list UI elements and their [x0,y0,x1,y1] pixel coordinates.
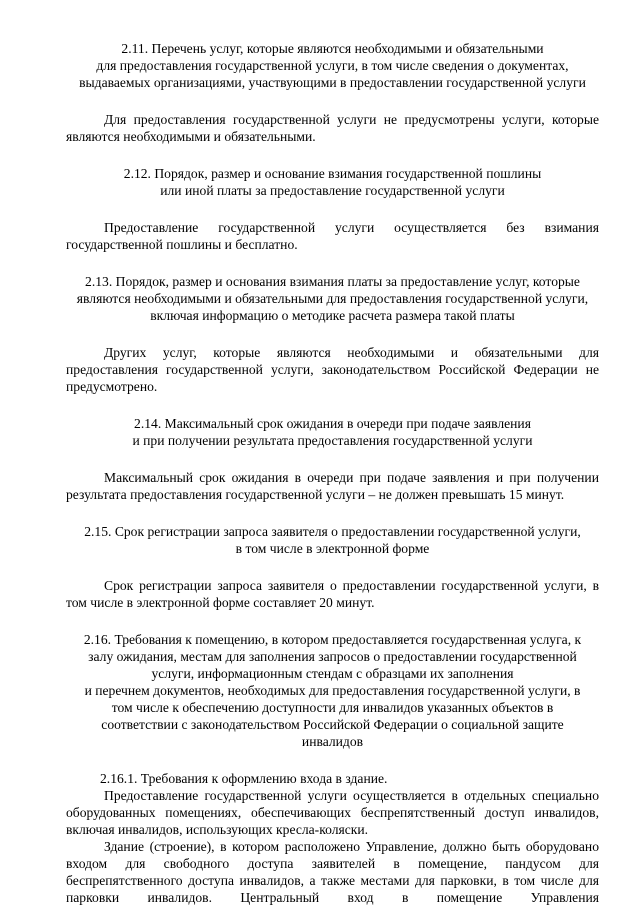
heading-line: услуги, информационным стендам с образцами их заполнения [151,666,514,681]
subsection-paragraph: Здание (строение), в котором расположено Управление, должно быть оборудовано входом для свободного доступа заявителей в помещение, пандусом для беспрепятственного доступа инвалидов, а также местами для парковки, в том числе для парковки инвалидов. Центральный вход в помещение Управления [66,839,599,905]
heading-line: или иной платы за предоставление государственной услуги [160,183,505,198]
section-heading-2-14 [66,415,599,449]
heading-line: том числе к обеспечению доступности для инвалидов указанных объектов в [111,700,554,715]
subsection-paragraph: Предоставление государственной услуги осуществляется в отдельных специально оборудованных помещениях, обеспечивающих беспрепятственный доступ инвалидов, включая инвалидов, использующих кресла-коляски. [66,788,599,837]
heading-line: залу ожидания, местам для заполнения запросов о предоставлении государственной [88,649,577,664]
section-body-2-15: Срок регистрации запроса заявителя о предоставлении государственной услуги, в том числе в электронной форме составляет 20 минут. [66,578,599,610]
heading-line: в том числе в электронной форме [235,541,430,556]
subsection-title-2-16-1: 2.16.1. Требования к оформлению входа в здание. [100,771,388,786]
heading-line: 2.12. Порядок, размер и основание взимания государственной пошлины [123,166,542,181]
heading-line: 2.14. Максимальный срок ожидания в очереди при подаче заявления [134,416,531,431]
section-heading-2-16 [66,631,599,750]
section-body-2-14: Максимальный срок ожидания в очереди при подаче заявления и при получении результата предоставления государственной услуги – не должен превышать 15 минут. [66,470,599,502]
heading-line: 2.15. Срок регистрации запроса заявителя о предоставлении государственной услуги, [84,524,581,539]
heading-line: 2.16. Требования к помещению, в котором предоставляется государственная услуга, к [83,632,582,647]
heading-line: включая информацию о методике расчета размера такой платы [150,308,515,323]
section-heading-2-13 [66,273,599,324]
section-heading-2-12 [66,165,599,199]
heading-line: и перечнем документов, необходимых для предоставления государственной услуги, в [84,683,581,698]
heading-line: соответствии с законодательством Российской Федерации о социальной защите [101,717,564,732]
heading-line: являются необходимыми и обязательными для предоставления государственной услуги, [76,291,589,306]
heading-line: инвалидов [301,734,364,749]
heading-line: выдаваемых организациями, участвующими в предоставлении государственной услуги [79,75,586,90]
heading-line: и при получении результата предоставления государственной услуги [132,433,533,448]
section-heading-2-15 [66,523,599,557]
heading-line: 2.13. Порядок, размер и основания взимания платы за предоставление услуг, которые [85,274,580,289]
section-body-2-13: Других услуг, которые являются необходимыми и обязательными для предоставления государственной услуги, законодательством Российской Федерации не предусмотрено. [66,345,599,394]
heading-line: 2.11. Перечень услуг, которые являются необходимыми и обязательными [121,41,544,56]
heading-line: для предоставления государственной услуги, в том числе сведения о документах, [96,58,569,73]
section-heading-2-11 [66,40,599,91]
section-body-2-11: Для предоставления государственной услуги не предусмотрены услуги, которые являются необходимыми и обязательными. [66,112,599,144]
section-body-2-12: Предоставление государственной услуги осуществляется без взимания государственной пошлины и бесплатно. [66,220,599,252]
